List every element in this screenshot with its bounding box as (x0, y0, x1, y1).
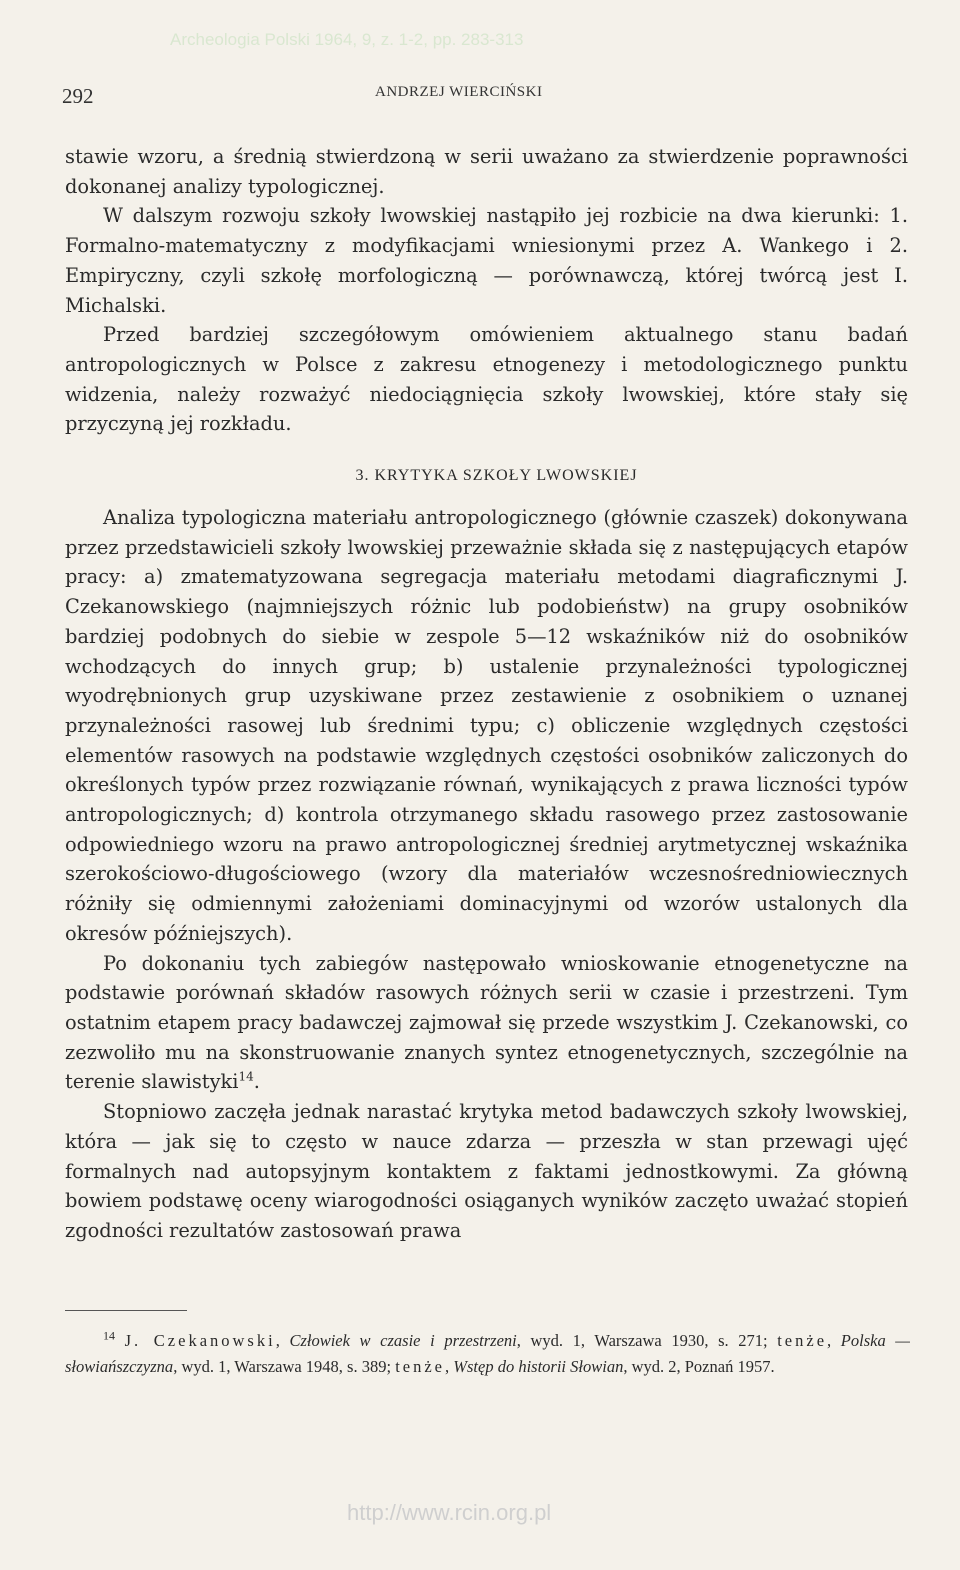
footnote-rest-3: , wyd. 2, Poznań 1957. (623, 1357, 775, 1376)
paragraph-3: Przed bardziej szczegółowym omówieniem aktualnego stanu badań antropologicznych w Polsce z zakresu etnogenezy i metodologicznego punktu widzenia, należy rozważyć niedociągnięcia szkoły lwowskiej, które stały się przyczyną jej rozkładu. (65, 323, 908, 436)
running-head-author: ANDRZEJ WIERCIŃSKI (375, 84, 543, 100)
footnote-author-3: tenże (395, 1357, 446, 1376)
watermark-url: http://www.rcin.org.pl (347, 1500, 552, 1525)
page-number: 292 (62, 84, 94, 108)
paragraph-6: Stopniowo zaczęła jednak narastać krytyka metod badawczych szkoły lwowskiej, która — jak się to często w nauce zdarza — przeszła w stan przewagi ujęć formalnych nad autopsyjnym kontaktem z faktami jednostkowymi. Za główną bowiem podstawę oceny wiarogodności osiąganych wyników zaczęto uważać stopień zgodności rezultatów zastosowań prawa (65, 1100, 908, 1242)
footnote-ref-14: 14 (238, 1069, 254, 1084)
watermark-citation: Archeologia Polski 1964, 9, z. 1-2, pp. 283-313 (170, 30, 524, 49)
footnote-author-2: tenże (777, 1331, 828, 1350)
footnote-author-1: J. Czekanowski (124, 1331, 276, 1350)
paragraph-5 (65, 949, 908, 1098)
paragraph-5-text: Po dokonaniu tych zabiegów następowało wnioskowanie etnogenetyczne na podstawie porównań składów rasowych różnych serii w czasie i przestrzeni. Tym ostatnim etapem pracy badawczej zajmował się przede wszystkim J. Czekanowski, co zezwoliło mu na skonstruowanie znanych syntez etnogenetycznych, szczególnie na terenie slawistyki (65, 951, 908, 1094)
footnote-title-1: Człowiek w czasie i przestrzeni (289, 1331, 517, 1350)
paragraph-5-end: . (253, 1070, 260, 1094)
paragraph-1: stawie wzoru, a średnią stwierdzoną w serii uważano za stwierdzenie poprawności dokonanej analizy typologicznej. (65, 145, 908, 198)
footnote-number: 14 (103, 1328, 115, 1343)
main-text (65, 142, 908, 1246)
footnote-rest-2: , wyd. 1, Warszawa 1948, s. 389; (173, 1357, 396, 1376)
section-heading: 3. KRYTYKA SZKOŁY LWOWSKIEJ (355, 467, 638, 485)
paragraph-2: W dalszym rozwoju szkoły lwowskiej nastąpiło jej rozbicie na dwa kierunki: 1. Formalno-matematyczny z modyfikacjami wniesionymi przez A. Wankego i 2. Empiryczny, czyli szkołę morfologiczną — porównawczą, której twórcą jest I. Michalski. (65, 204, 908, 317)
footnote-rest-1: , wyd. 1, Warszawa 1930, s. 271; (516, 1331, 778, 1350)
paragraph-4: Analiza typologiczna materiału antropologicznego (głównie czaszek) dokonywana przez przedstawicieli szkoły lwowskiej przeważnie składa się z następujących etapów pracy: a) zmatematyzowana segregacja materiału metodami diagraficznymi J. Czekanowskiego (najmniejszych różnic lub podobieństw) na grupy osobników bardziej podobnych do siebie w zespole 5—12 wskaźników niż do osobników wchodzących do innych grup; b) ustalenie przynależności typologicznej wyodrębnionych grup uzyskiwane przez zestawienie z osobnikiem o uznanej przynależności rasowej lub średnimi typu; c) obliczenie względnych częstości elementów rasowych na podstawie względnych częstości osobników zaliczonych do określonych typów przez rozwiązanie równań, wynikających z prawa liczności typów antropologicznych; d) kontrola otrzymanego składu rasowego przez zastosowanie odpowiedniego wzoru na prawo antropologicznej średniej arytmetycznej wskaźnika szerokościowo-długościowego (wzory dla materiałów wczesnośredniowiecznych różniły się odmiennymi założeniami dominacyjnymi od wzorów ustalonych dla okresów późniejszych). (65, 506, 908, 945)
footnote-title-2: Polska — słowiańszczyzna (65, 1331, 910, 1376)
footnote-rule (65, 1310, 187, 1311)
page-header (62, 80, 908, 110)
footnote-14: $^{14}$ J. Czekanowski, Człowiek w czasie i przestrzeni, wyd. 1, Warszawa 1930, s. 271; tenże, Polska — słowiańszczyzna, wyd. 1, Warszawa 1948, s. 389; tenże, Wstęp do historii Słowian, wyd. 2, Poznań 1957. (65, 1328, 910, 1376)
footnote-title-3: Wstęp do historii Słowian (453, 1357, 624, 1376)
